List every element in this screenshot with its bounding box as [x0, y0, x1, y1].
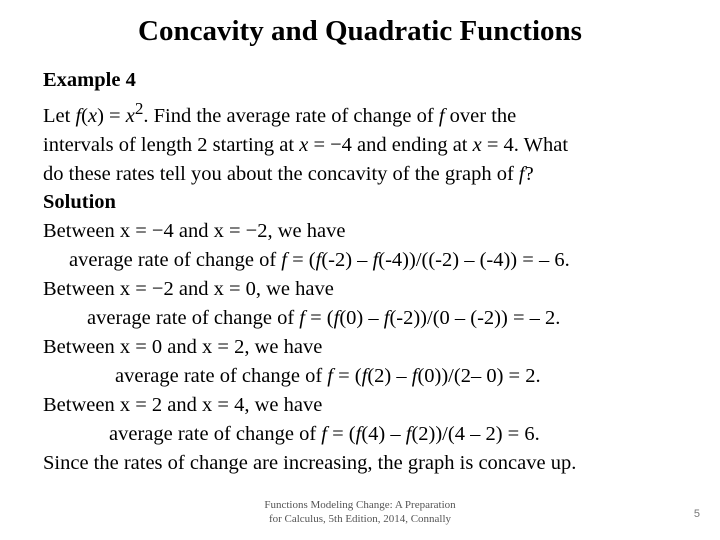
slide-title: Concavity and Quadratic Functions: [138, 15, 582, 47]
conclusion: Since the rates of change are increasing, the graph is concave up.: [43, 451, 577, 474]
example-heading: Example 4: [43, 69, 136, 91]
problem-line-2: intervals of length 2 starting at x = −4 and ending at x = 4. What: [43, 133, 569, 156]
footer-line-1: Functions Modeling Change: A Preparation: [264, 499, 456, 511]
problem-line-3: do these rates tell you about the concavity of the graph of f?: [43, 162, 534, 185]
interval-1: Between x = −4 and x = −2, we have: [43, 220, 346, 243]
interval-4: Between x = 2 and x = 4, we have: [43, 393, 323, 416]
problem-line-1: Let $f(x) = x^2$. Find the average rate of change of f over the: [43, 98, 517, 127]
footer-line-2: for Calculus, 5th Edition, 2014, Connally: [268, 513, 452, 525]
slide-footer: [215, 498, 505, 526]
solution-heading: Solution: [43, 191, 116, 214]
calc-1: average rate of change of f = (f(-2) – f(-4))/((-2) – (-4)) = – 6.: [69, 249, 570, 272]
page-number: 5: [693, 508, 700, 520]
interval-2: Between x = −2 and x = 0, we have: [43, 278, 334, 301]
calc-3: average rate of change of f = (f(2) – f(0))/(2– 0) = 2.: [115, 364, 541, 387]
interval-3: Between x = 0 and x = 2, we have: [43, 335, 323, 358]
slide-body: [43, 66, 693, 478]
calc-4: average rate of change of f = (f(4) – f(2))/(4 – 2) = 6.: [109, 422, 540, 445]
calc-2: average rate of change of f = (f(0) – f(-2))/(0 – (-2)) = – 2.: [87, 307, 561, 330]
